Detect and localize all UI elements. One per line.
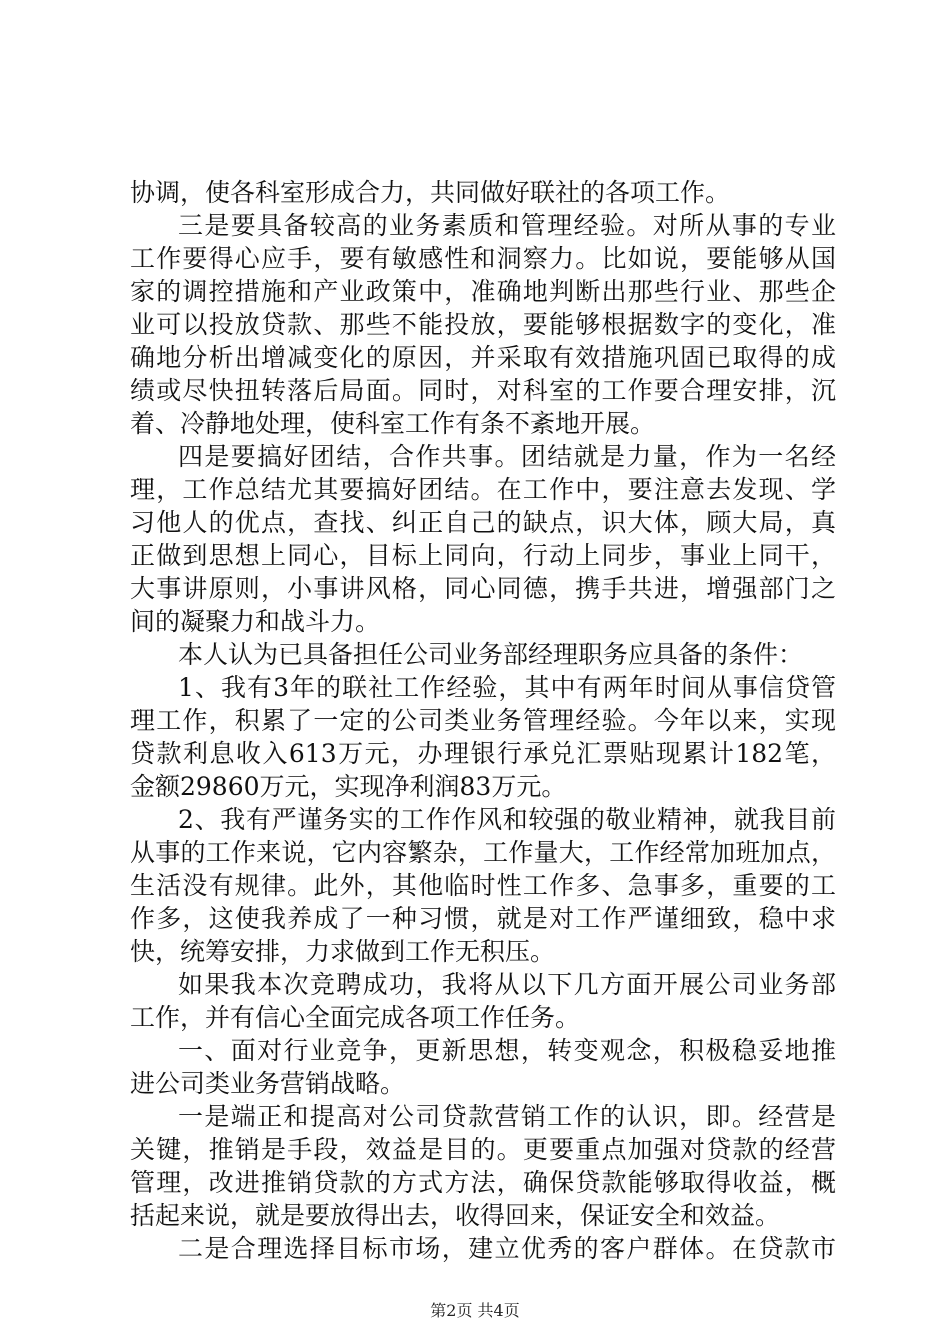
paragraph-line: 工作，并有信心全面完成各项工作任务。	[130, 1003, 581, 1032]
paragraph-line: 二是合理选择目标市场，建立优秀的客户群体。在贷款市	[178, 1234, 836, 1263]
paragraph-line: 确地分析出增减变化的原因，并采取有效措施巩固已取得的成	[130, 343, 836, 372]
paragraph-line: 理，工作总结尤其要搞好团结。在工作中，要注意去发现、学	[130, 475, 836, 504]
paragraph-line: 习他人的优点，查找、纠正自己的缺点，识大体，顾大局，真	[130, 508, 836, 537]
paragraph-line: 如果我本次竞聘成功，我将从以下几方面开展公司业务部	[178, 970, 836, 999]
paragraph-line: 一、面对行业竞争，更新思想，转变观念，积极稳妥地推	[178, 1036, 836, 1065]
paragraph-line: 生活没有规律。此外，其他临时性工作多、急事多，重要的工	[130, 871, 836, 900]
paragraph-line: 绩或尽快扭转落后局面。同时，对科室的工作要合理安排，沉	[130, 376, 836, 405]
paragraph-line: 着、冷静地处理，使科室工作有条不紊地开展。	[130, 409, 656, 438]
paragraph-line: 快，统筹安排，力求做到工作无积压。	[130, 937, 556, 966]
paragraph-line: 2、我有严谨务实的工作作风和较强的敬业精神，就我目前	[178, 805, 836, 834]
paragraph-line: 间的凝聚力和战斗力。	[130, 607, 381, 636]
paragraph-line: 括起来说，就是要放得出去，收得回来，保证安全和效益。	[130, 1201, 781, 1230]
paragraph-line: 业可以投放贷款、那些不能投放，要能够根据数字的变化，准	[130, 310, 836, 339]
paragraph-line: 贷款利息收入613万元，办理银行承兑汇票贴现累计182笔，	[130, 739, 836, 768]
paragraph-line: 一是端正和提高对公司贷款营销工作的认识，即。经营是	[178, 1102, 836, 1131]
paragraph-line: 理工作，积累了一定的公司类业务管理经验。今年以来，实现	[130, 706, 836, 735]
paragraph-line: 本人认为已具备担任公司业务部经理职务应具备的条件：	[178, 640, 804, 669]
paragraph-line: 正做到思想上同心，目标上同向，行动上同步，事业上同干，	[130, 541, 836, 570]
paragraph-line: 大事讲原则，小事讲风格，同心同德，携手共进，增强部门之	[130, 574, 836, 603]
paragraph-line: 工作要得心应手，要有敏感性和洞察力。比如说，要能够从国	[130, 244, 836, 273]
paragraph-line: 协调，使各科室形成合力，共同做好联社的各项工作。	[130, 178, 731, 207]
paragraph-line: 四是要搞好团结，合作共事。团结就是力量，作为一名经	[178, 442, 836, 471]
paragraph-line: 作多，这使我养成了一种习惯，就是对工作严谨细致，稳中求	[130, 904, 836, 933]
page-footer: 第2页 共4页	[430, 1301, 520, 1320]
paragraph-line: 家的调控措施和产业政策中，准确地判断出那些行业、那些企	[130, 277, 836, 306]
paragraph-line: 管理，改进推销贷款的方式方法，确保贷款能够取得收益，概	[130, 1168, 836, 1197]
paragraph-line: 三是要具备较高的业务素质和管理经验。对所从事的专业	[178, 211, 836, 240]
paragraph-line: 1、我有3年的联社工作经验，其中有两年时间从事信贷管	[178, 673, 836, 702]
paragraph-line: 进公司类业务营销战略。	[130, 1069, 406, 1098]
paragraph-line: 关键，推销是手段，效益是目的。更要重点加强对贷款的经营	[130, 1135, 836, 1164]
paragraph-line: 金额29860万元，实现净利润83万元。	[130, 772, 567, 801]
paragraph-line: 从事的工作来说，它内容繁杂，工作量大，工作经常加班加点，	[130, 838, 836, 867]
